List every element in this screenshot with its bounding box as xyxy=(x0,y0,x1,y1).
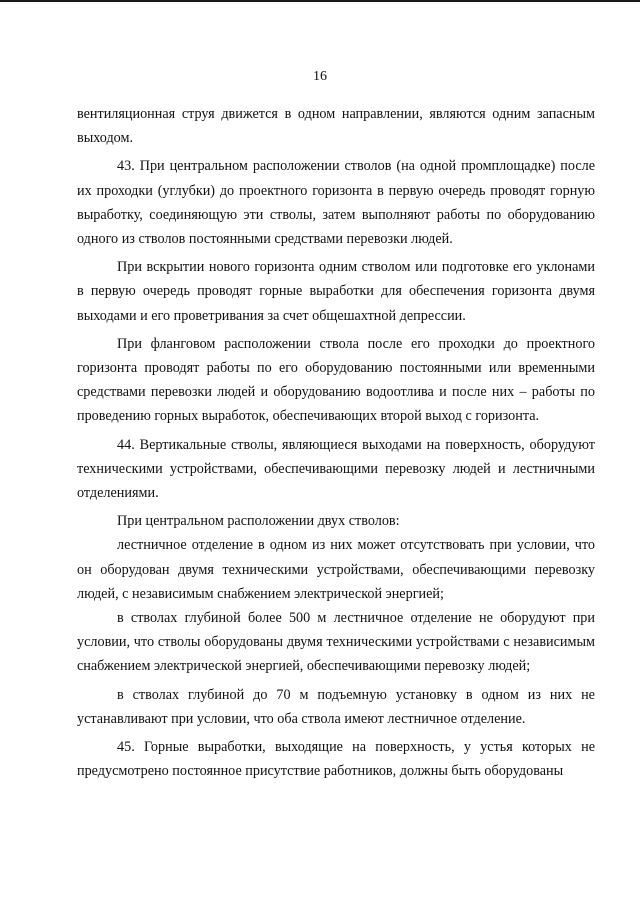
paragraph-two-shafts: При центральном расположении двух стволов: xyxy=(117,513,400,530)
paragraph-continuation: вентиляционная струя движется в одном направлении, являются одним запасным выходом. xyxy=(77,106,595,147)
paragraph-depth-500: в стволах глубиной более 500 м лестничное отделение не оборудуют при условии, что стволы оборудованы двумя техническими устройствами с независимым снабжением электрической энергией, обеспечивающими перевозку людей; xyxy=(77,610,595,675)
document-body xyxy=(77,102,595,783)
paragraph-item-43: 43. При центральном расположении стволов (на одной промплощадке) после их проходки (углубки) до проектного горизонта в первую очередь проводят горную выработку, соединяющую эти стволы, затем выполняют работы по оборудованию одного из стволов постоянными средствами перевозки людей. xyxy=(77,158,595,248)
paragraph-depth-70: в стволах глубиной до 70 м подъемную установку в одном из них не устанавливают при условии, что оба ствола имеют лестничное отделение. xyxy=(77,686,595,727)
paragraph-new-horizon: При вскрытии нового горизонта одним стволом или подготовке его уклонами в первую очередь проводят горные выработки для обеспечения горизонта двумя выходами и его проветривания за счет общешахтной депрессии. xyxy=(77,259,595,324)
page-number: 16 xyxy=(313,69,327,84)
paragraph-item-45: 45. Горные выработки, выходящие на поверхность, у устья которых не предусмотрено постоянное присутствие работников, должны быть оборудованы xyxy=(77,739,595,780)
paragraph-flank-shaft: При фланговом расположении ствола после его проходки до проектного горизонта проводят работы по его оборудованию постоянными или временными средствами перевозки людей и оборудованию водоотлива и после них – работы по проведению горных выработок, обеспечивающих второй выход с горизонта. xyxy=(77,335,595,425)
paragraph-ladder-absent: лестничное отделение в одном из них может отсутствовать при условии, что он оборудован двумя техническими устройствами, обеспечивающими перевозку людей, с независимым снабжением электрической энергией; xyxy=(77,537,595,602)
paragraph-item-44: 44. Вертикальные стволы, являющиеся выходами на поверхность, оборудуют техническими устройствами, обеспечивающими перевозку людей и лестничными отделениями. xyxy=(77,436,595,502)
